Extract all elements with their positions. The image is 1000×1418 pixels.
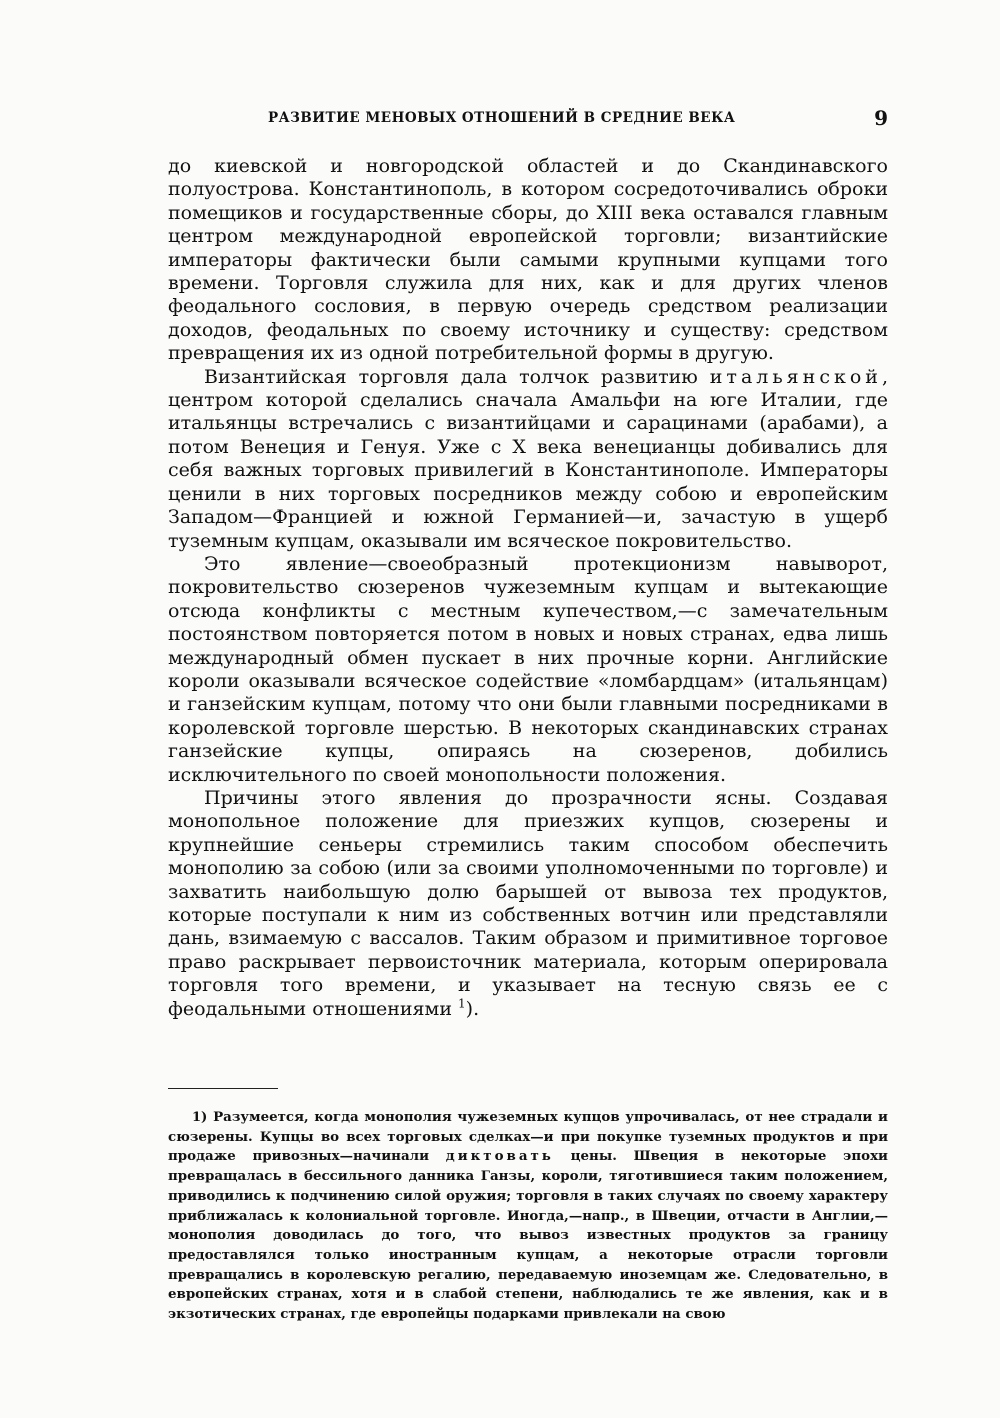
paragraph-2-start: Византийская торговля дала толчок развитию bbox=[204, 365, 710, 388]
footnote-text-start: ) Разумеется, когда монополия чужеземных купцов упрочивалась, от нее страдали и сюзерены. Купцы во всех торговых сделках—и при покупке туземных продуктов и при продаже привозных—начинали bbox=[168, 1109, 888, 1165]
footnote-reference: 1 bbox=[458, 996, 466, 1011]
spaced-word-dictate: диктовать bbox=[445, 1148, 554, 1165]
footnote-paragraph bbox=[168, 1108, 888, 1325]
footnote-divider bbox=[168, 1088, 278, 1089]
paragraph-4 bbox=[168, 787, 888, 1021]
paragraph-3: Это явление—своеобразный протекционизм навыворот, покровительство сюзеренов чужеземным купцам и вытекающие отсюда конфликты с местным купечеством,—с замечательным постоянством повторяется потом в новых и новых странах, едва лишь международный обмен пускает в них прочные корни. Английские короли оказывали всяческое содействие «ломбардцам» (итальянцам) и ганзейским купцам, потому что они были главными посредниками в королевской торговле шерстью. В некоторых скандинавских странах ганзейские купцы, опираясь на сюзеренов, добились исключительного по своей монопольности положения. bbox=[168, 552, 888, 786]
running-header bbox=[168, 106, 888, 134]
spaced-word-italian: итальянской bbox=[709, 365, 882, 388]
page-number: 9 bbox=[874, 106, 888, 130]
footnote-mark: 1 bbox=[192, 1110, 202, 1125]
paragraph-4-tail: ). bbox=[465, 997, 480, 1020]
paragraph-2-end: , центром которой сделались сначала Амальфи на юге Италии, где итальянцы встречались с византийцами и сарацинами (арабами), а потом Венеция и Генуя. Уже с X века венецианцы добивались для себя важных торговых привилегий в Константинополе. Императоры ценили в них торговых посредников между собою и европейским Западом—Францией и южной Германией—и, зачастую в ущерб туземным купцам, оказывали им всяческое покровительство. bbox=[168, 365, 888, 552]
footnote-text-end: цены. Швеция в некоторые эпохи превращалась в бессильного данника Ганзы, короли, тяготившиеся таким положением, приводились к подчинению силой оружия; торговля в таких случаях по своему характеру приближалась к колониальной торговле. Иногда,—напр., в Швеции, отчасти в Англии,—монополия доводилась до того, что вывоз известных продуктов за границу предоставлялся только иностранным купцам, а некоторые отрасли торговли превращались в королевскую регалию, передаваемую иноземцам же. Следовательно, в европейских странах, хотя и в слабой степени, наблюдались те же явления, как и в экзотических странах, где европейцы подарками привлекали на свою bbox=[168, 1148, 888, 1323]
footnote bbox=[168, 1108, 888, 1325]
paragraph-2 bbox=[168, 366, 888, 553]
paragraph-1: до киевской и новгородской областей и до Скандинавского полуострова. Константинополь, в котором сосредоточивались оброки помещиков и государственные сборы, до XIII века оставался главным центром международной европейской торговли; византийские императоры фактически были самыми крупными купцами того времени. Торговля служила для них, как и для других членов феодального сословия, в первую очередь средством реализации доходов, феодальных по своему источнику и существу: средством превращения их из одной потребительной формы в другую. bbox=[168, 155, 888, 365]
paragraph-4-text: Причины этого явления до прозрачности ясны. Создавая монопольное положение для приезжих купцов, сюзерены и крупнейшие сеньеры стремились таким способом обеспечить монополию за собою (или за своими уполномоченными по торговле) и захватить наибольшую долю барышей от вывоза тех продуктов, которые поступали к ним из собственных вотчин или представляли дань, взимаемую с вассалов. Таким образом и примитивное торговое право раскрывает первоисточник материала, которым оперировала торговля того времени, и указывает на тесную связь ее с феодальными отношениями bbox=[168, 786, 888, 1020]
main-text bbox=[168, 155, 888, 1021]
running-title: РАЗВИТИЕ МЕНОВЫХ ОТНОШЕНИЙ В СРЕДНИЕ ВЕКА bbox=[268, 110, 736, 126]
